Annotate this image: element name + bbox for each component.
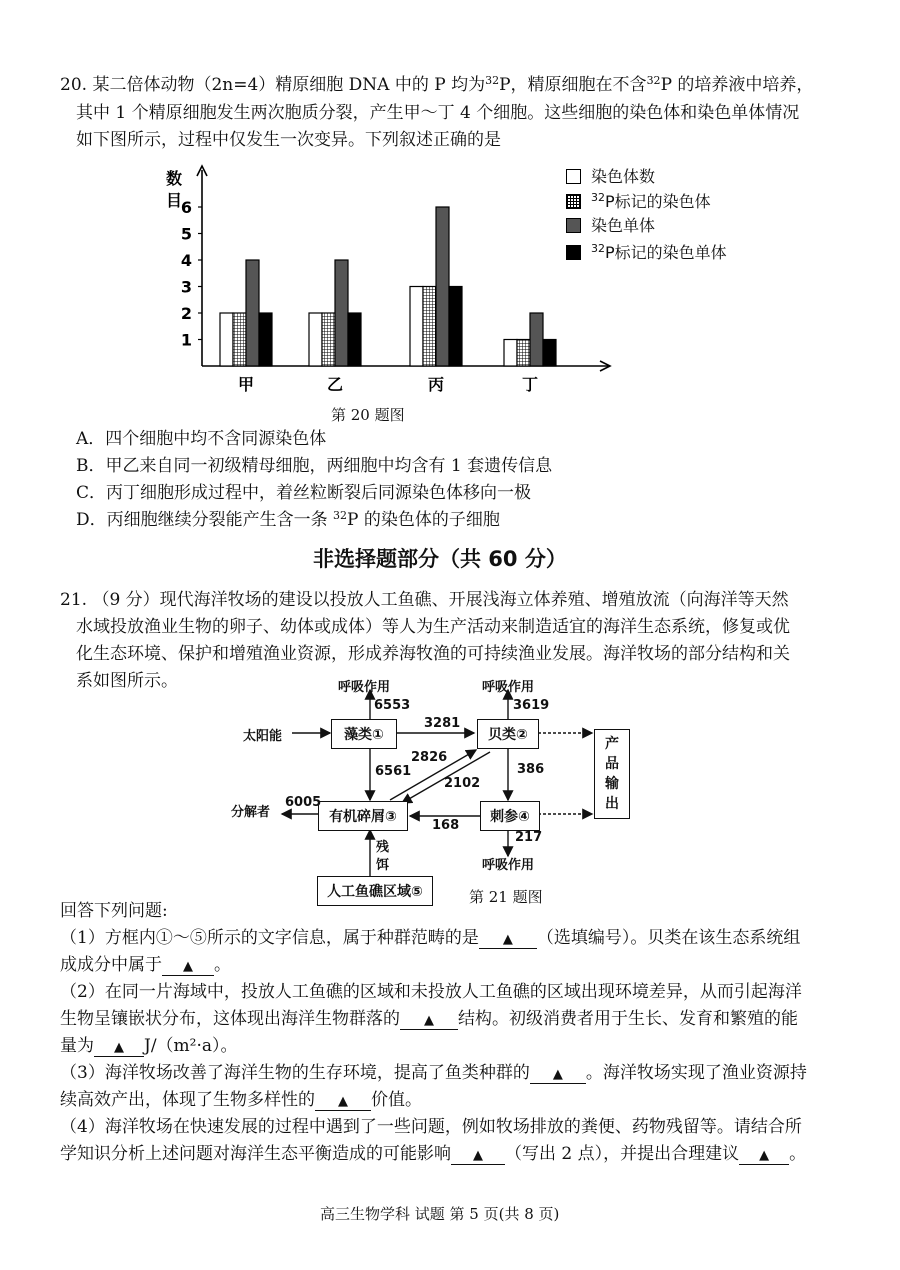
value-6553: 6553 <box>374 698 411 713</box>
bar <box>517 340 530 367</box>
answer-blank[interactable]: ▲ <box>739 1148 789 1165</box>
q21-intro-3: 化生态环境、保护和增殖渔业资源，形成养海牧渔的可持续渔业发展。海洋牧场的部分结构和关 <box>76 644 790 664</box>
bar <box>309 313 322 366</box>
bar <box>233 313 246 366</box>
value-2102: 2102 <box>444 776 481 791</box>
value-6561: 6561 <box>375 764 412 779</box>
q20-option-d: D．丙细胞继续分裂能产生含一条 $^{32}$P 的染色体的子细胞 <box>76 509 500 530</box>
bar <box>322 313 335 366</box>
label-bait-1: 残 <box>376 840 390 855</box>
y-tick-label: 1 <box>180 330 192 350</box>
box-sea-cucumber: 刺参④ <box>480 801 540 831</box>
x-tick-label: 丁 <box>521 375 539 394</box>
section-title: 非选择题部分（共 60 分） <box>313 547 567 571</box>
value-3281: 3281 <box>424 716 461 731</box>
value-2826: 2826 <box>411 750 448 765</box>
q21-sub2-line1: （2）在同一片海域中，投放人工鱼礁的区域和未投放人工鱼礁的区域出现环境差异，从而引起海洋 <box>60 982 802 1002</box>
box-algae: 藻类① <box>331 719 397 749</box>
y-tick-label: 6 <box>180 198 192 217</box>
box-detritus: 有机碎屑③ <box>318 801 408 831</box>
label-decomposer: 分解者 <box>231 805 271 820</box>
answer-blank[interactable]: ▲ <box>400 1013 458 1030</box>
q20-option-a: A．四个细胞中均不含同源染色体 <box>76 429 327 449</box>
value-6005: 6005 <box>285 795 322 810</box>
legend-item-labeled-chromosome: $^{32}$P标记的染色体 <box>566 189 711 212</box>
label-respiration-shellfish: 呼吸作用 <box>482 680 535 695</box>
y-tick-label: 3 <box>180 277 192 297</box>
bar <box>504 340 517 367</box>
bar <box>220 313 233 366</box>
q21-intro-2: 水域投放渔业生物的卵子、幼体或成体）等人为生产活动来制造适宜的海洋生态系统，修复或优 <box>76 617 790 637</box>
bar <box>530 313 543 366</box>
x-tick-label: 丙 <box>427 375 445 394</box>
q20-option-b: B．甲乙来自同一初级精母细胞，两细胞中均含有 1 套遗传信息 <box>76 456 553 476</box>
q20-caption: 第 20 题图 <box>331 406 405 424</box>
q20-line1: 20. 某二倍体动物（2n=4）精原细胞 DNA 中的 P 均为$^{32}$P，精原细胞在不含$^{32}$P 的培养液中培养， <box>60 74 814 95</box>
label-respiration-algae: 呼吸作用 <box>338 680 391 695</box>
q21-intro-4: 系如图所示。 <box>76 671 178 691</box>
q21-sub1-line2: 成成分中属于 ▲ 。 <box>60 955 231 975</box>
answer-blank[interactable]: ▲ <box>162 959 214 976</box>
bar <box>335 260 348 366</box>
value-168: 168 <box>432 818 460 833</box>
legend-swatch-black <box>566 245 581 260</box>
box-shellfish: 贝类② <box>477 719 539 749</box>
q21-sub4-line2: 学知识分析上述问题对海洋生态平衡造成的可能影响 ▲ （写出 2 点），并提出合理建议 ▲ 。 <box>60 1144 807 1164</box>
value-217: 217 <box>515 830 543 845</box>
y-tick-label: 2 <box>180 304 192 323</box>
label-sun: 太阳能 <box>243 729 283 744</box>
answer-blank[interactable]: ▲ <box>315 1094 371 1111</box>
y-axis-label: 数 <box>166 169 183 188</box>
q21-sub3-line2: 续高效产出，体现了生物多样性的 ▲ 价值。 <box>60 1090 422 1110</box>
bar <box>423 287 436 367</box>
q20-line3: 如下图所示，过程中仅发生一次变异。下列叙述正确的是 <box>76 130 501 150</box>
label-bait-2: 饵 <box>376 858 390 873</box>
q21-intro-1: 21. （9 分）现代海洋牧场的建设以投放人工鱼礁、开展浅海立体养殖、增殖放流（向海洋等天然 <box>60 590 789 610</box>
page-footer: 高三生物学科 试题 第 5 页(共 8 页) <box>320 1205 560 1223</box>
q21-sub2-line2: 生物呈镶嵌状分布，这体现出海洋生物群落的 ▲ 结构。初级消费者用于生长、发育和繁殖的能 <box>60 1009 798 1029</box>
x-tick-label: 乙 <box>326 375 344 394</box>
value-3619: 3619 <box>513 698 550 713</box>
bar <box>436 207 449 366</box>
legend-swatch-empty <box>566 169 581 184</box>
q21-answer-intro: 回答下列问题: <box>60 901 168 921</box>
q20-option-c: C．丙丁细胞形成过程中，着丝粒断裂后同源染色体移向一极 <box>76 483 532 503</box>
label-respiration-cucumber: 呼吸作用 <box>482 858 535 873</box>
bar <box>246 260 259 366</box>
q20-line2: 其中 1 个精原细胞发生两次胞质分裂，产生甲～丁 4 个细胞。这些细胞的染色体和染色单体情况 <box>76 103 800 123</box>
x-tick-label: 甲 <box>237 375 255 394</box>
bar <box>259 313 272 366</box>
answer-blank[interactable]: ▲ <box>451 1148 505 1165</box>
legend-item-chromosome: 染色体数 <box>566 164 655 187</box>
y-tick-label: 4 <box>180 251 192 270</box>
bar <box>449 287 462 367</box>
legend-item-labeled-chromatid: $^{32}$P标记的染色单体 <box>566 240 727 263</box>
legend-item-chromatid: 染色单体 <box>566 213 655 236</box>
legend-swatch-grid <box>566 194 581 209</box>
bar <box>543 340 556 367</box>
q21-sub3-line1: （3）海洋牧场改善了海洋生物的生存环境，提高了鱼类种群的 ▲ 。海洋牧场实现了渔业资源持 <box>60 1063 807 1083</box>
q21-sub1-line1: （1）方框内①～⑤所示的文字信息，属于种群范畴的是 ▲ （选填编号）。贝类在该生态系统组 <box>60 928 801 948</box>
answer-blank[interactable]: ▲ <box>479 932 537 949</box>
answer-blank[interactable]: ▲ <box>94 1040 144 1057</box>
y-axis-label: 目 <box>166 191 183 210</box>
bar <box>348 313 361 366</box>
y-tick-label: 5 <box>180 224 192 244</box>
q21-sub4-line1: （4）海洋牧场在快速发展的过程中遇到了一些问题，例如牧场排放的粪便、药物残留等。请结合所 <box>60 1117 802 1137</box>
answer-blank[interactable]: ▲ <box>530 1067 586 1084</box>
legend-swatch-dark <box>566 218 581 233</box>
value-386: 386 <box>517 762 545 777</box>
q20-bar-chart <box>150 160 620 400</box>
box-product-output: 产 品 输 出 <box>594 729 630 819</box>
q21-caption: 第 21 题图 <box>469 888 543 906</box>
q21-sub2-line3: 量为 ▲ J/（m²·a）。 <box>60 1036 238 1056</box>
bar <box>410 287 423 367</box>
box-artificial-reef: 人工鱼礁区域⑤ <box>317 876 433 906</box>
